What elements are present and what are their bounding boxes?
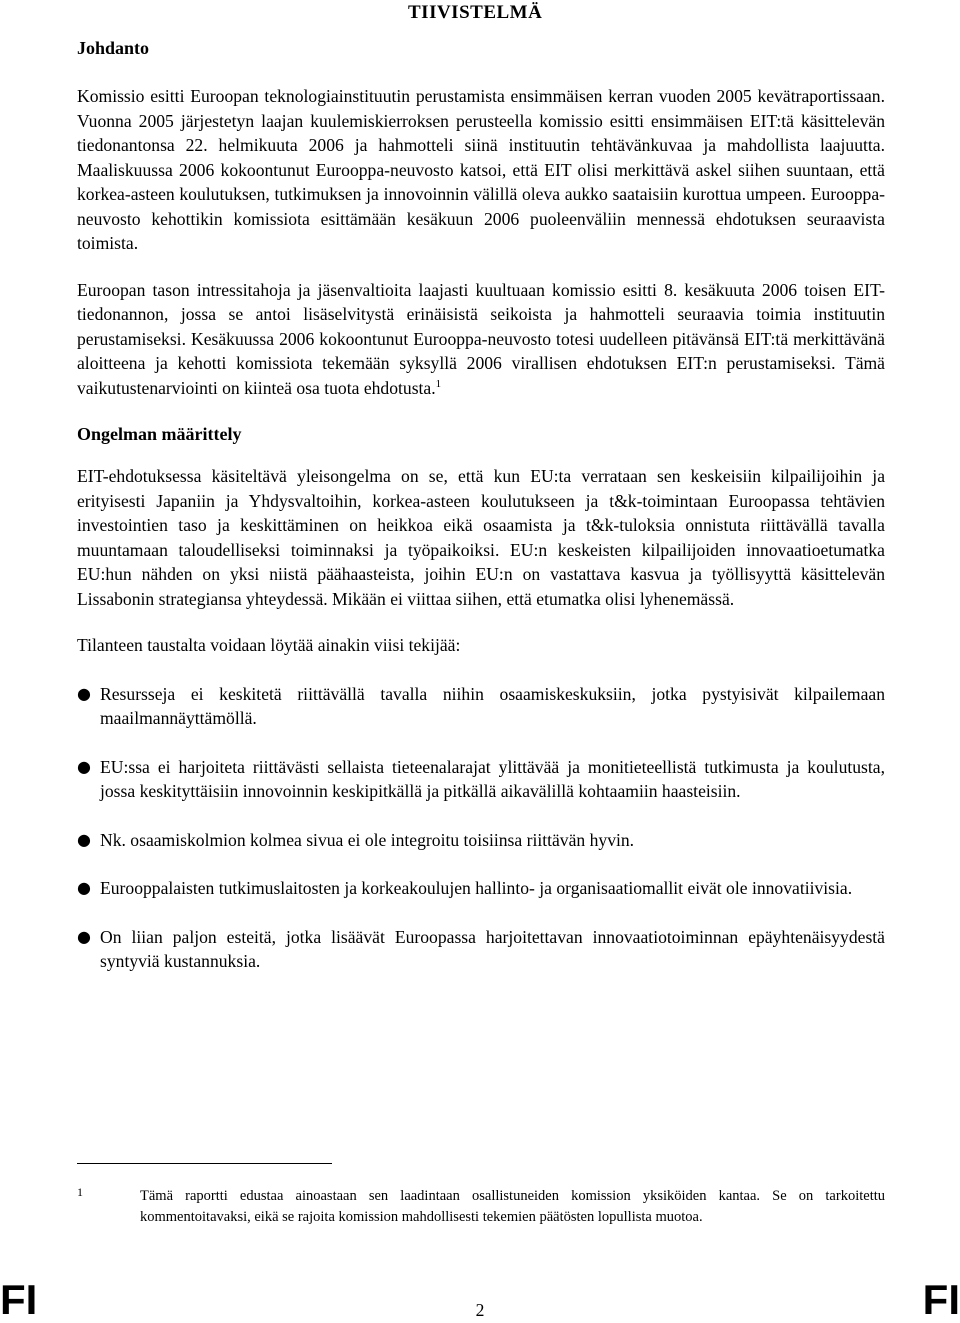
footnote-text: Tämä raportti edustaa ainoastaan sen laadintaan osallistuneiden komission yksiköiden kantaa. Se on tarkoitettu kommentoitavaksi, eikä se rajoita komission mahdollisesti tekemien päätösten lopullista muotoa. bbox=[140, 1188, 885, 1225]
list-item-text: EU:ssa ei harjoiteta riittävästi sellaista tieteenalarajat ylittävää ja monitieteellistä tutkimusta ja koulutusta, jossa keskityttäisiin innovoinnin keskipitkällä ja pitkällä aikavälillä kohtaamiin haasteisiin. bbox=[100, 756, 885, 801]
intro-paragraph-2-text: Euroopan tason intressitahoja ja jäsenvaltioita laajasti kuultuaan komissio esitti 8. kesäkuuta 2006 toisen EIT-tiedonannon, jossa se antoi lisäselvitystä erinäisistä seikoista ja hahmotteli seuraavia toimia instituutin perustamiseksi. Kesäkuussa 2006 kokoontunut Eurooppa-neuvosto totesi uudelleen pitävänsä EIT:tä merkittävänä aloitteena ja kehotti komissiota tekemään syksyllä 2006 virallisen ehdotuksen EIT:n perustamiseksi. Tämä vaikutustenarviointi on kiinteä osa tuota ehdotusta. bbox=[77, 279, 885, 398]
list-item-text: Nk. osaamiskolmion kolmea sivua ei ole integroitu toisiinsa riittävän hyvin. bbox=[100, 829, 635, 850]
language-code-left: FI bbox=[0, 1276, 38, 1323]
bullet-icon: ● bbox=[77, 926, 91, 946]
bullet-icon: ● bbox=[77, 878, 91, 897]
list-item bbox=[77, 828, 885, 853]
factors-intro: Tilanteen taustalta voidaan löytää ainakin viisi tekijää: bbox=[77, 635, 461, 655]
bullet-icon: ● bbox=[77, 829, 91, 849]
intro-paragraph-2 bbox=[77, 278, 885, 401]
bullet-icon: ● bbox=[77, 756, 91, 776]
list-item-text: Eurooppalaisten tutkimuslaitosten ja korkeakoulujen hallinto- ja organisaatiomallit eivät ole innovatiivisia. bbox=[100, 878, 853, 898]
problem-paragraph: EIT-ehdotuksessa käsiteltävä yleisongelma on se, että kun EU:ta verrataan sen keskeisiin kilpailijoihin ja erityisesti Japaniin ja Yhdysvaltoihin, korkea-asteen koulutukseen ja t&k-toimintaan Euroopassa tehtävien investointien taso ja keskittäminen on heikkoa eikä osaamista ja t&k-tuloksia onnistuta riittävällä tavalla muuntamaan taloudelliseksi toiminnaksi ja työpaikoiksi. EU:n keskeisten kilpailijoiden innovaatioetumatka EU:hun nähden on yksi niistä päähaasteista, joihin EU:n on vastattava kasvua ja työllisyyttä käsittelevän Lissabonin strategiansa yhteydessä. Mikään ei viittaa siihen, että etumatka olisi lyhenemässä. bbox=[77, 466, 885, 609]
bullet-icon: ● bbox=[77, 683, 91, 703]
list-item-text: Resursseja ei keskitetä riittävällä tavalla niihin osaamiskeskuksiin, jotka pystyisivät kilpailemaan maailmannäyttämöllä. bbox=[100, 683, 885, 728]
factors-list bbox=[77, 682, 885, 974]
list-item-text: On liian paljon esteitä, jotka lisäävät Euroopassa harjoitettavan innovaatiotoiminnan epäyhtenäisyydestä syntyviä kustannuksia. bbox=[100, 926, 885, 971]
page-number: 2 bbox=[475, 1300, 485, 1320]
list-item bbox=[77, 682, 885, 731]
section-heading-intro: Johdanto bbox=[77, 38, 150, 58]
document-title: TIIVISTELMÄ bbox=[408, 2, 543, 23]
footnote-number: 1 bbox=[77, 1185, 83, 1199]
list-item bbox=[77, 925, 885, 974]
intro-paragraph-1: Komissio esitti Euroopan teknologiainstituutin perustamista ensimmäisen kerran vuoden 2005 kevätraportissaan. Vuonna 2005 järjestetyn laajan kuulemiskierroksen perusteella komissio esitti ensimmäisen EIT:tä käsittelevän tiedonantonsa 22. helmikuuta 2006 ja hahmotteli siinä instituutin tehtävänkuvaa ja mahdollista laajuutta. Maaliskuussa 2006 kokoontunut Eurooppa-neuvosto katsoi, että EIT olisi merkittävä askel siihen suuntaan, että korkea-asteen koulutuksen, tutkimuksen ja innovoinnin välillä oleva aukko saataisiin kurottua umpeen. Eurooppa-neuvosto kehottikin komissiota esittämään kesäkuun 2006 puoleenväliin mennessä ehdotuksen seuraavista toimista. bbox=[77, 86, 885, 253]
footnote bbox=[77, 1186, 885, 1228]
language-code-right: FI bbox=[922, 1276, 960, 1323]
section-heading-problem: Ongelman määrittely bbox=[77, 424, 242, 444]
footnote-divider bbox=[77, 1163, 332, 1164]
document-body bbox=[77, 36, 885, 998]
footnote-reference[interactable]: 1 bbox=[435, 377, 442, 390]
list-item bbox=[77, 876, 885, 901]
list-item bbox=[77, 755, 885, 804]
